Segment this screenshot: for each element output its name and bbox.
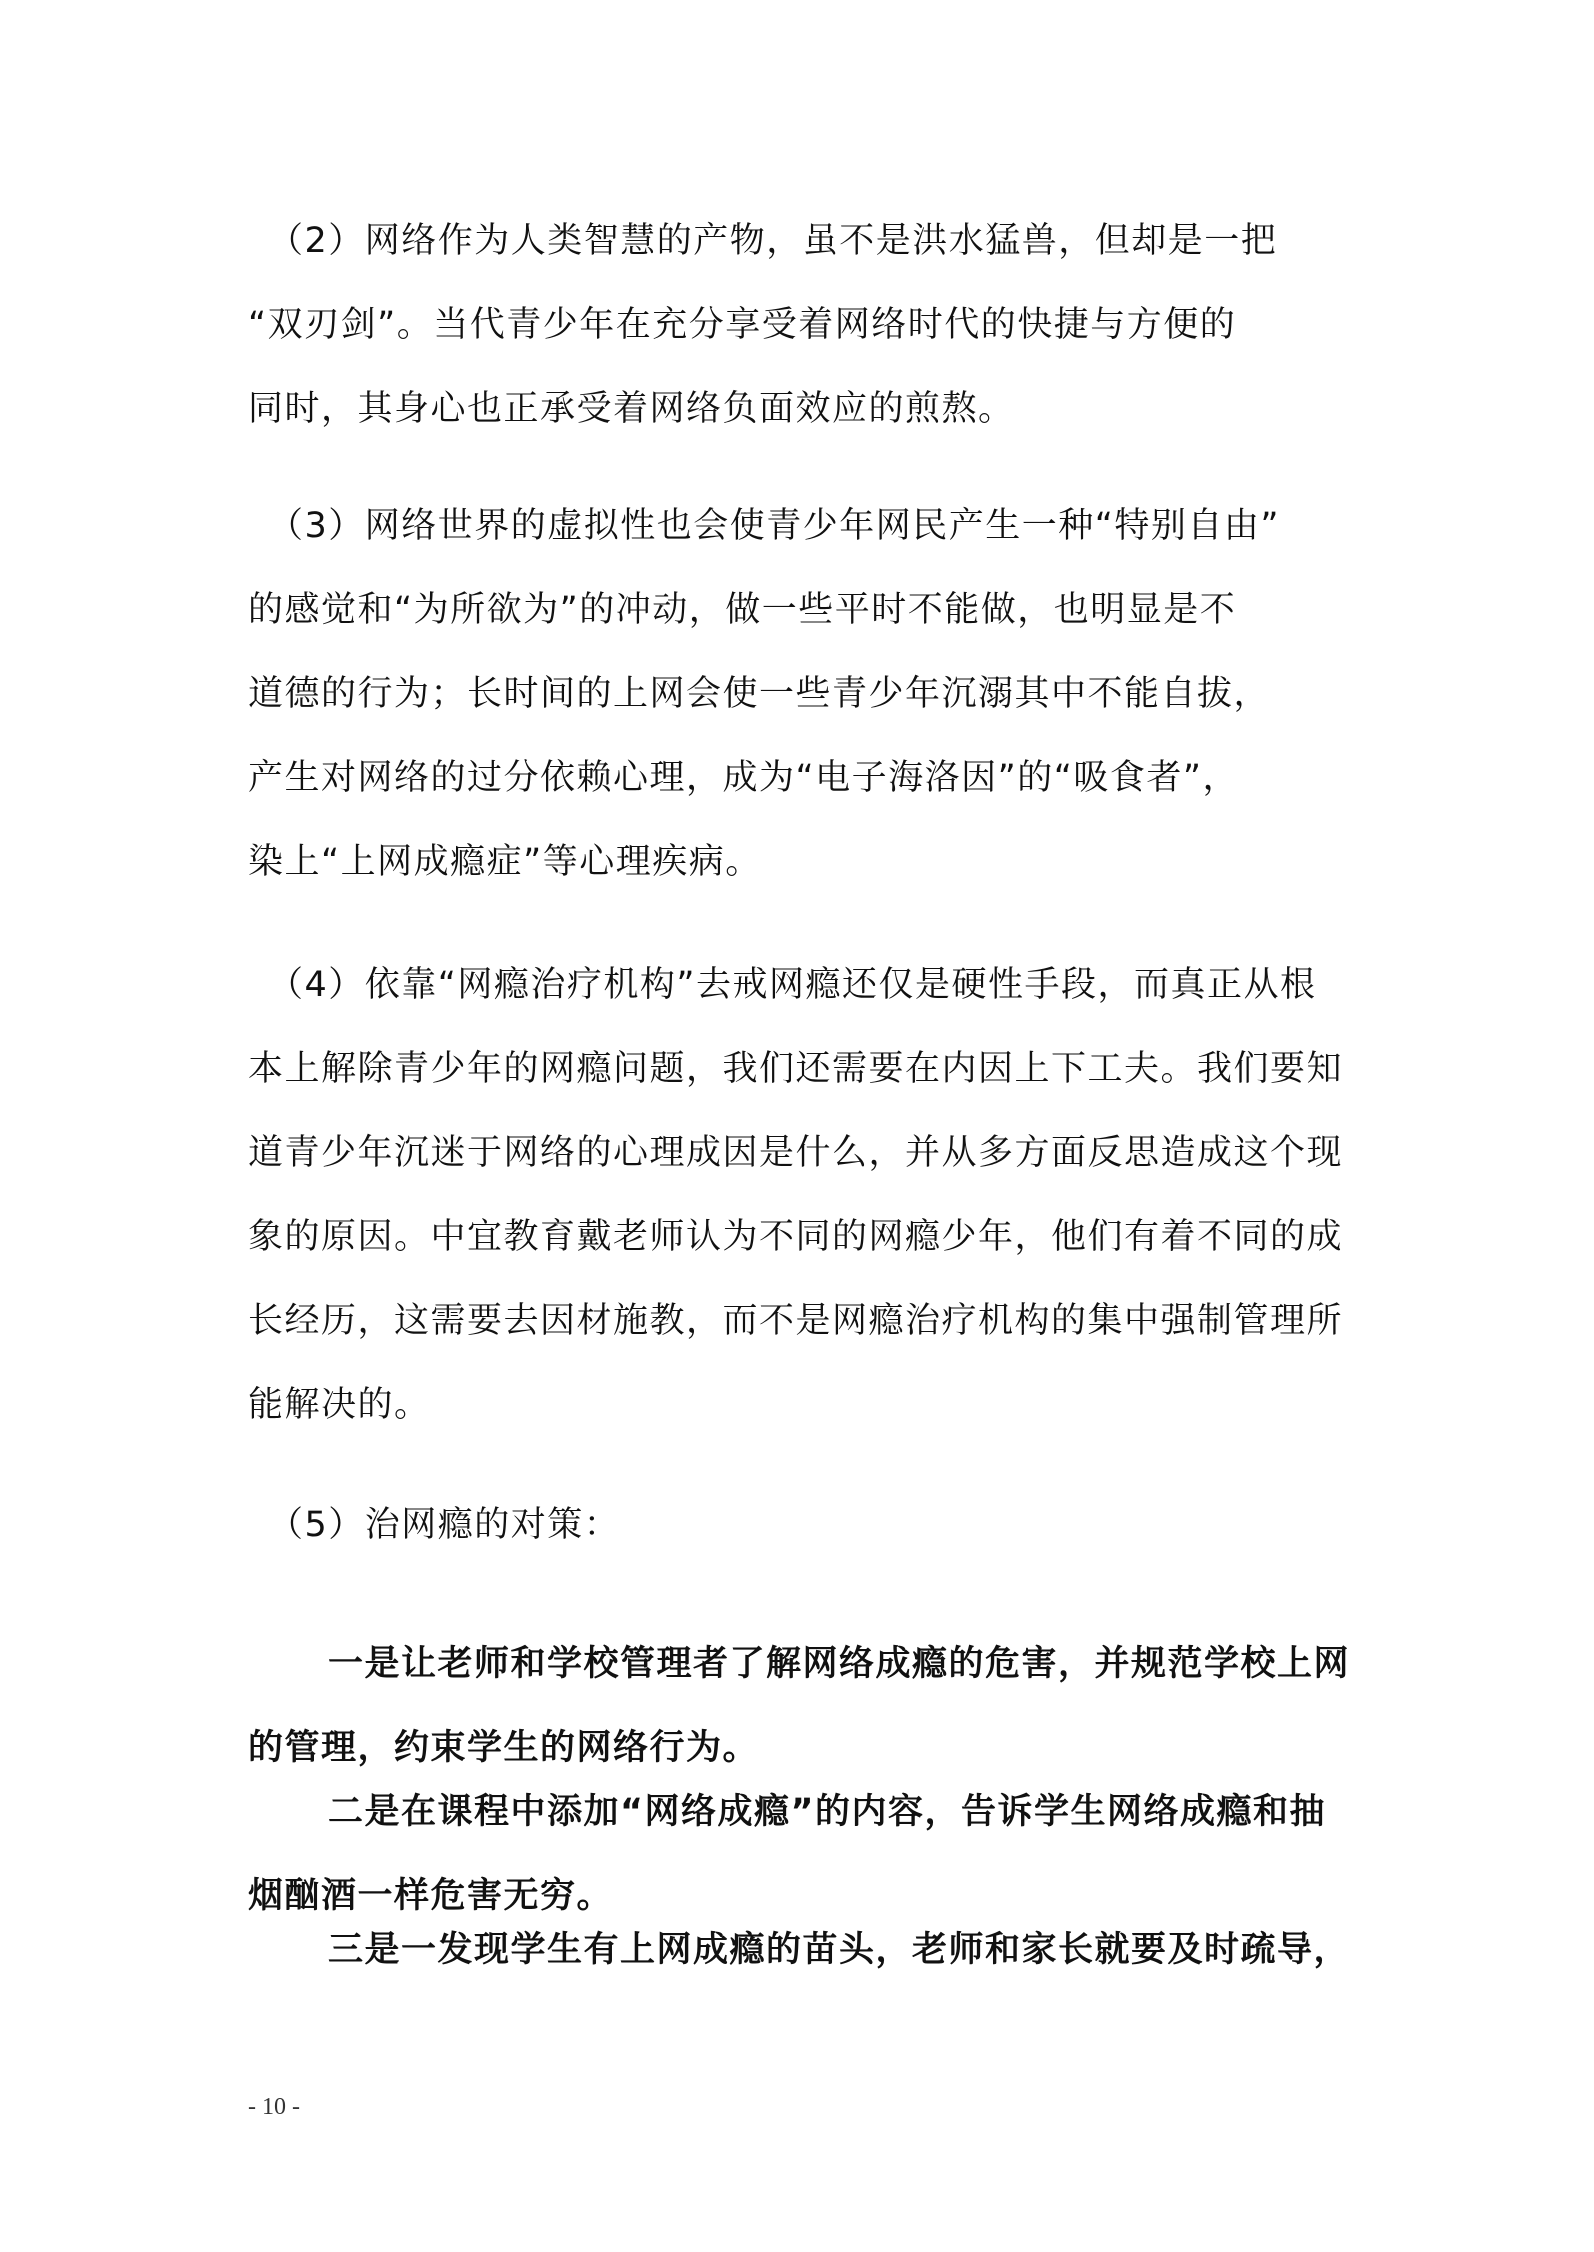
text-line: 染上“上网成瘾症”等心理疾病。 bbox=[248, 842, 762, 882]
text-line: 一是让老师和学校管理者了解网络成瘾的危害，并规范学校上网 bbox=[328, 1644, 1351, 1684]
text-line: 的管理，约束学生的网络行为。 bbox=[248, 1728, 760, 1768]
text-line: 二是在课程中添加“网络成瘾”的内容，告诉学生网络成瘾和抽 bbox=[328, 1792, 1327, 1832]
text-line: 长经历，这需要去因材施教，而不是网瘾治疗机构的集中强制管理所 bbox=[248, 1301, 1344, 1341]
text-line: 能解决的。 bbox=[248, 1385, 431, 1425]
text-line: （2）网络作为人类智慧的产物，虽不是洪水猛兽，但却是一把 bbox=[268, 221, 1278, 261]
paragraph-3 bbox=[248, 484, 1358, 904]
text-line: 道德的行为；长时间的上网会使一些青少年沉溺其中不能自拔， bbox=[248, 674, 1271, 714]
countermeasure-1 bbox=[248, 1622, 1358, 1790]
text-line: 道青少年沉迷于网络的心理成因是什么，并从多方面反思造成这个现 bbox=[248, 1133, 1344, 1173]
paragraph-2 bbox=[248, 199, 1358, 451]
text-line: （5）治网瘾的对策： bbox=[268, 1505, 621, 1545]
text-line: “双刃剑”。当代青少年在充分享受着网络时代的快捷与方便的 bbox=[248, 305, 1237, 345]
text-line: 本上解除青少年的网瘾问题，我们还需要在内因上下工夫。我们要知 bbox=[248, 1049, 1344, 1089]
text-line: 烟酗酒一样危害无穷。 bbox=[248, 1876, 614, 1916]
countermeasure-3 bbox=[248, 1908, 1358, 1992]
text-line: 三是一发现学生有上网成瘾的苗头，老师和家长就要及时疏导， bbox=[328, 1930, 1351, 1970]
paragraph-4 bbox=[248, 943, 1358, 1447]
text-line: 象的原因。中宜教育戴老师认为不同的网瘾少年，他们有着不同的成 bbox=[248, 1217, 1344, 1257]
page-number: - 10 - bbox=[248, 2094, 300, 2120]
text-line: 的感觉和“为所欲为”的冲动，做一些平时不能做，也明显是不 bbox=[248, 590, 1237, 630]
text-line: （4）依靠“网瘾治疗机构”去戒网瘾还仅是硬性手段，而真正从根 bbox=[268, 965, 1317, 1005]
paragraph-5-heading bbox=[248, 1483, 1358, 1567]
text-line: （3）网络世界的虚拟性也会使青少年网民产生一种“特别自由” bbox=[268, 506, 1281, 546]
text-line: 同时，其身心也正承受着网络负面效应的煎熬。 bbox=[248, 389, 1015, 429]
text-line: 产生对网络的过分依赖心理，成为“电子海洛因”的“吸食者”， bbox=[248, 758, 1240, 798]
